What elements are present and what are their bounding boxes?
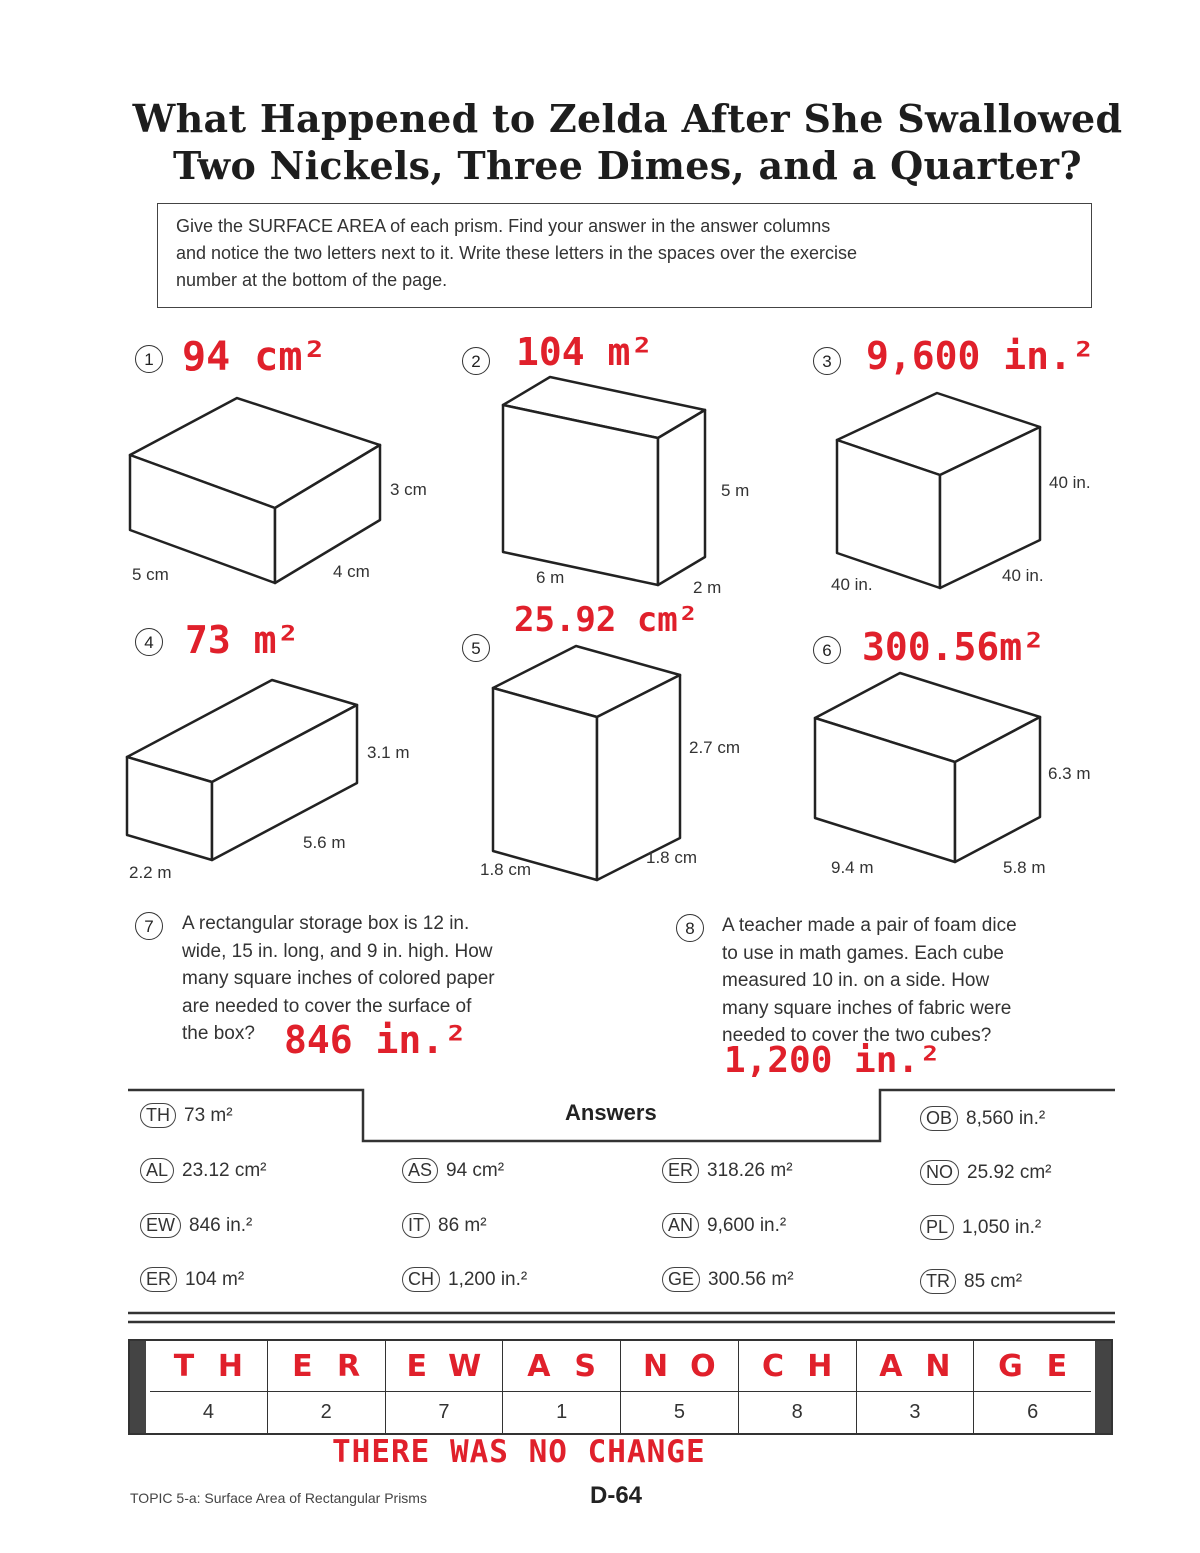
answer-value: 23.12 cm² xyxy=(182,1159,267,1181)
answer-code: EW xyxy=(140,1213,181,1238)
strip-letter: A xyxy=(527,1348,551,1384)
exercise-6-number: 6 xyxy=(813,636,841,664)
strip-letter: N xyxy=(643,1348,669,1384)
answer-code: AL xyxy=(140,1158,174,1183)
answer-value: 300.56 m² xyxy=(708,1268,794,1290)
strip-cell xyxy=(974,1341,1091,1391)
strip-letter: H xyxy=(217,1348,244,1384)
strip-cell xyxy=(150,1341,268,1391)
strip-letter: N xyxy=(925,1348,951,1384)
answer-value: 25.92 cm² xyxy=(967,1161,1052,1183)
answer-item xyxy=(662,1158,793,1183)
problem-7-line: many square inches of colored paper xyxy=(182,968,495,989)
footer-topic: TOPIC 5-a: Surface Area of Rectangular Prisms xyxy=(130,1490,427,1506)
answer-value: 9,600 in.² xyxy=(707,1214,787,1236)
answer-item xyxy=(920,1160,1051,1185)
strip-number-row xyxy=(150,1391,1091,1433)
answer-code: TH xyxy=(140,1103,176,1128)
strip-number: 4 xyxy=(202,1400,214,1423)
answer-code: TR xyxy=(920,1269,956,1294)
strip-cell xyxy=(857,1391,975,1433)
prism-1-width: 4 cm xyxy=(333,562,370,581)
answer-code: ER xyxy=(140,1267,177,1292)
strip-cell xyxy=(739,1391,857,1433)
problem-8-line: many square inches of fabric were xyxy=(722,997,1012,1019)
answer-value: 104 m² xyxy=(185,1268,245,1290)
prism-2-side xyxy=(658,410,705,585)
answer-ob xyxy=(920,1106,1045,1131)
strip-letter: G xyxy=(998,1348,1023,1384)
strip-letter-row xyxy=(150,1341,1091,1392)
strip-cell xyxy=(386,1341,504,1391)
answer-value: 1,200 in.² xyxy=(448,1268,528,1290)
answer-item xyxy=(140,1267,244,1292)
answer-value: 846 in.² xyxy=(189,1214,253,1236)
problem-8-text xyxy=(722,912,1017,1050)
answer-value: 94 cm² xyxy=(446,1159,505,1181)
answer-code: PL xyxy=(920,1215,954,1240)
prism-5-height: 2.7 cm xyxy=(689,738,741,757)
exercise-1-answer: 94 cm² xyxy=(182,334,327,380)
answer-item xyxy=(140,1213,252,1238)
footer-page-number: D-64 xyxy=(590,1482,643,1509)
strip-letter: H xyxy=(807,1348,833,1384)
prism-5-front xyxy=(493,688,597,880)
exercise-5-answer: 25.92 cm² xyxy=(514,600,699,640)
answer-item xyxy=(402,1213,487,1238)
problem-7-line: A rectangular storage box is 12 in. xyxy=(182,913,470,934)
strip-number: 3 xyxy=(909,1400,921,1423)
strip-letter: E xyxy=(406,1348,428,1384)
prism-2-width: 2 m xyxy=(693,578,722,597)
strip-letter: C xyxy=(761,1348,784,1384)
answer-code: IT xyxy=(402,1213,430,1238)
strip-letter: O xyxy=(690,1348,716,1384)
strip-letter: E xyxy=(292,1348,313,1384)
exercise-1-number: 1 xyxy=(135,345,163,373)
strip-cell xyxy=(150,1391,268,1433)
strip-right-cap xyxy=(1095,1341,1111,1433)
strip-number: 5 xyxy=(673,1400,685,1423)
strip-letter: W xyxy=(448,1348,482,1384)
strip-letter: E xyxy=(1046,1348,1068,1384)
title-line-2: Two Nickels, Three Dimes, and a Quarter? xyxy=(173,143,1082,188)
answer-code: AS xyxy=(402,1158,438,1183)
answer-value: 318.26 m² xyxy=(707,1159,793,1181)
answer-item xyxy=(920,1269,1022,1294)
strip-cell xyxy=(621,1341,739,1391)
prism-4-height: 3.1 m xyxy=(367,743,410,762)
strip-number: 7 xyxy=(438,1400,450,1423)
prism-1-length: 5 cm xyxy=(132,565,169,584)
prism-6-length: 9.4 m xyxy=(831,858,874,877)
strip-cell xyxy=(503,1391,621,1433)
answer-code: OB xyxy=(920,1106,958,1131)
problem-7-line: wide, 15 in. long, and 9 in. high. How xyxy=(182,940,493,962)
answer-code: CH xyxy=(402,1267,440,1292)
answer-code: GE xyxy=(662,1267,700,1292)
exercise-2-answer: 104 m² xyxy=(516,330,654,374)
problem-8-line: measured 10 in. on a side. How xyxy=(722,970,990,991)
answer-item xyxy=(140,1158,267,1183)
strip-letter: T xyxy=(173,1348,195,1384)
strip-cell xyxy=(739,1341,857,1391)
problem-8-line: to use in math games. Each cube xyxy=(722,942,1004,964)
strip-cell xyxy=(857,1341,975,1391)
problem-7-line: are needed to cover the surface of xyxy=(182,995,472,1017)
answer-th xyxy=(140,1103,233,1128)
strip-cell xyxy=(974,1391,1091,1433)
code-strip xyxy=(128,1339,1113,1435)
exercise-4-number: 4 xyxy=(135,628,163,656)
strip-left-cap xyxy=(130,1341,146,1433)
answer-value: 73 m² xyxy=(184,1104,233,1126)
answer-item xyxy=(662,1213,786,1238)
strip-cell xyxy=(386,1391,504,1433)
problem-8-line: needed to cover the two cubes? xyxy=(722,1025,992,1046)
exercise-4-answer: 73 m² xyxy=(185,618,300,662)
answer-value: 85 cm² xyxy=(964,1270,1023,1292)
prism-4-length: 2.2 m xyxy=(129,863,172,882)
instructions-line-3: number at the bottom of the page. xyxy=(176,270,448,290)
answer-code: ER xyxy=(662,1158,699,1183)
prism-6-height: 6.3 m xyxy=(1048,764,1091,783)
instructions-line-1: Give the SURFACE AREA of each prism. Find your answer in the answer columns xyxy=(176,216,831,236)
answer-item xyxy=(920,1215,1041,1240)
problem-8-number: 8 xyxy=(676,914,704,942)
problem-8-answer: 1,200 in.² xyxy=(724,1040,941,1081)
exercise-3-number: 3 xyxy=(813,347,841,375)
exercise-5-number: 5 xyxy=(462,634,490,662)
answer-item xyxy=(402,1158,504,1183)
strip-letter: R xyxy=(337,1348,361,1384)
instructions-line-2: and notice the two letters next to it. Write these letters in the spaces over the exercise xyxy=(176,243,858,263)
prism-1-height: 3 cm xyxy=(390,480,427,499)
strip-letter: A xyxy=(879,1348,903,1384)
strip-cell xyxy=(621,1391,739,1433)
strip-cell xyxy=(268,1341,386,1391)
answer-value: 86 m² xyxy=(438,1214,487,1236)
prism-3-width: 40 in. xyxy=(1002,566,1044,585)
answer-value: 1,050 in.² xyxy=(962,1216,1042,1238)
strip-cell xyxy=(268,1391,386,1433)
strip-number: 1 xyxy=(556,1400,568,1423)
prism-3-length: 40 in. xyxy=(831,575,873,594)
answer-item xyxy=(662,1267,794,1292)
prism-4-width: 5.6 m xyxy=(303,833,346,852)
problem-7-number: 7 xyxy=(135,912,163,940)
strip-letter: S xyxy=(574,1348,597,1384)
strip-number: 2 xyxy=(320,1400,332,1423)
prism-2-front xyxy=(503,405,658,585)
prism-6-width: 5.8 m xyxy=(1003,858,1046,877)
prism-5-length: 1.8 cm xyxy=(480,860,532,879)
answer-value: 8,560 in.² xyxy=(966,1107,1046,1129)
prism-2-length: 6 m xyxy=(536,568,565,587)
answer-code: AN xyxy=(662,1213,699,1238)
problem-8-line: A teacher made a pair of foam dice xyxy=(722,915,1017,936)
answers-heading: Answers xyxy=(565,1100,657,1125)
strip-cell xyxy=(503,1341,621,1391)
strip-number: 6 xyxy=(1027,1400,1039,1423)
prism-2-height: 5 m xyxy=(721,481,750,500)
prism-3-height: 40 in. xyxy=(1049,473,1091,492)
answer-item xyxy=(402,1267,527,1292)
exercise-3-answer: 9,600 in.² xyxy=(866,334,1095,378)
problem-7-line: the box? xyxy=(182,1023,255,1044)
handwritten-final-answer: THERE WAS NO CHANGE xyxy=(332,1434,706,1470)
problem-7-answer: 846 in.² xyxy=(284,1018,468,1062)
exercise-6-answer: 300.56m² xyxy=(862,625,1046,669)
exercise-2-number: 2 xyxy=(462,347,490,375)
answer-code: NO xyxy=(920,1160,959,1185)
prism-5-width: 1.8 cm xyxy=(646,848,698,867)
strip-number: 8 xyxy=(791,1400,803,1423)
title-line-1: What Happened to Zelda After She Swallowed xyxy=(132,96,1123,141)
